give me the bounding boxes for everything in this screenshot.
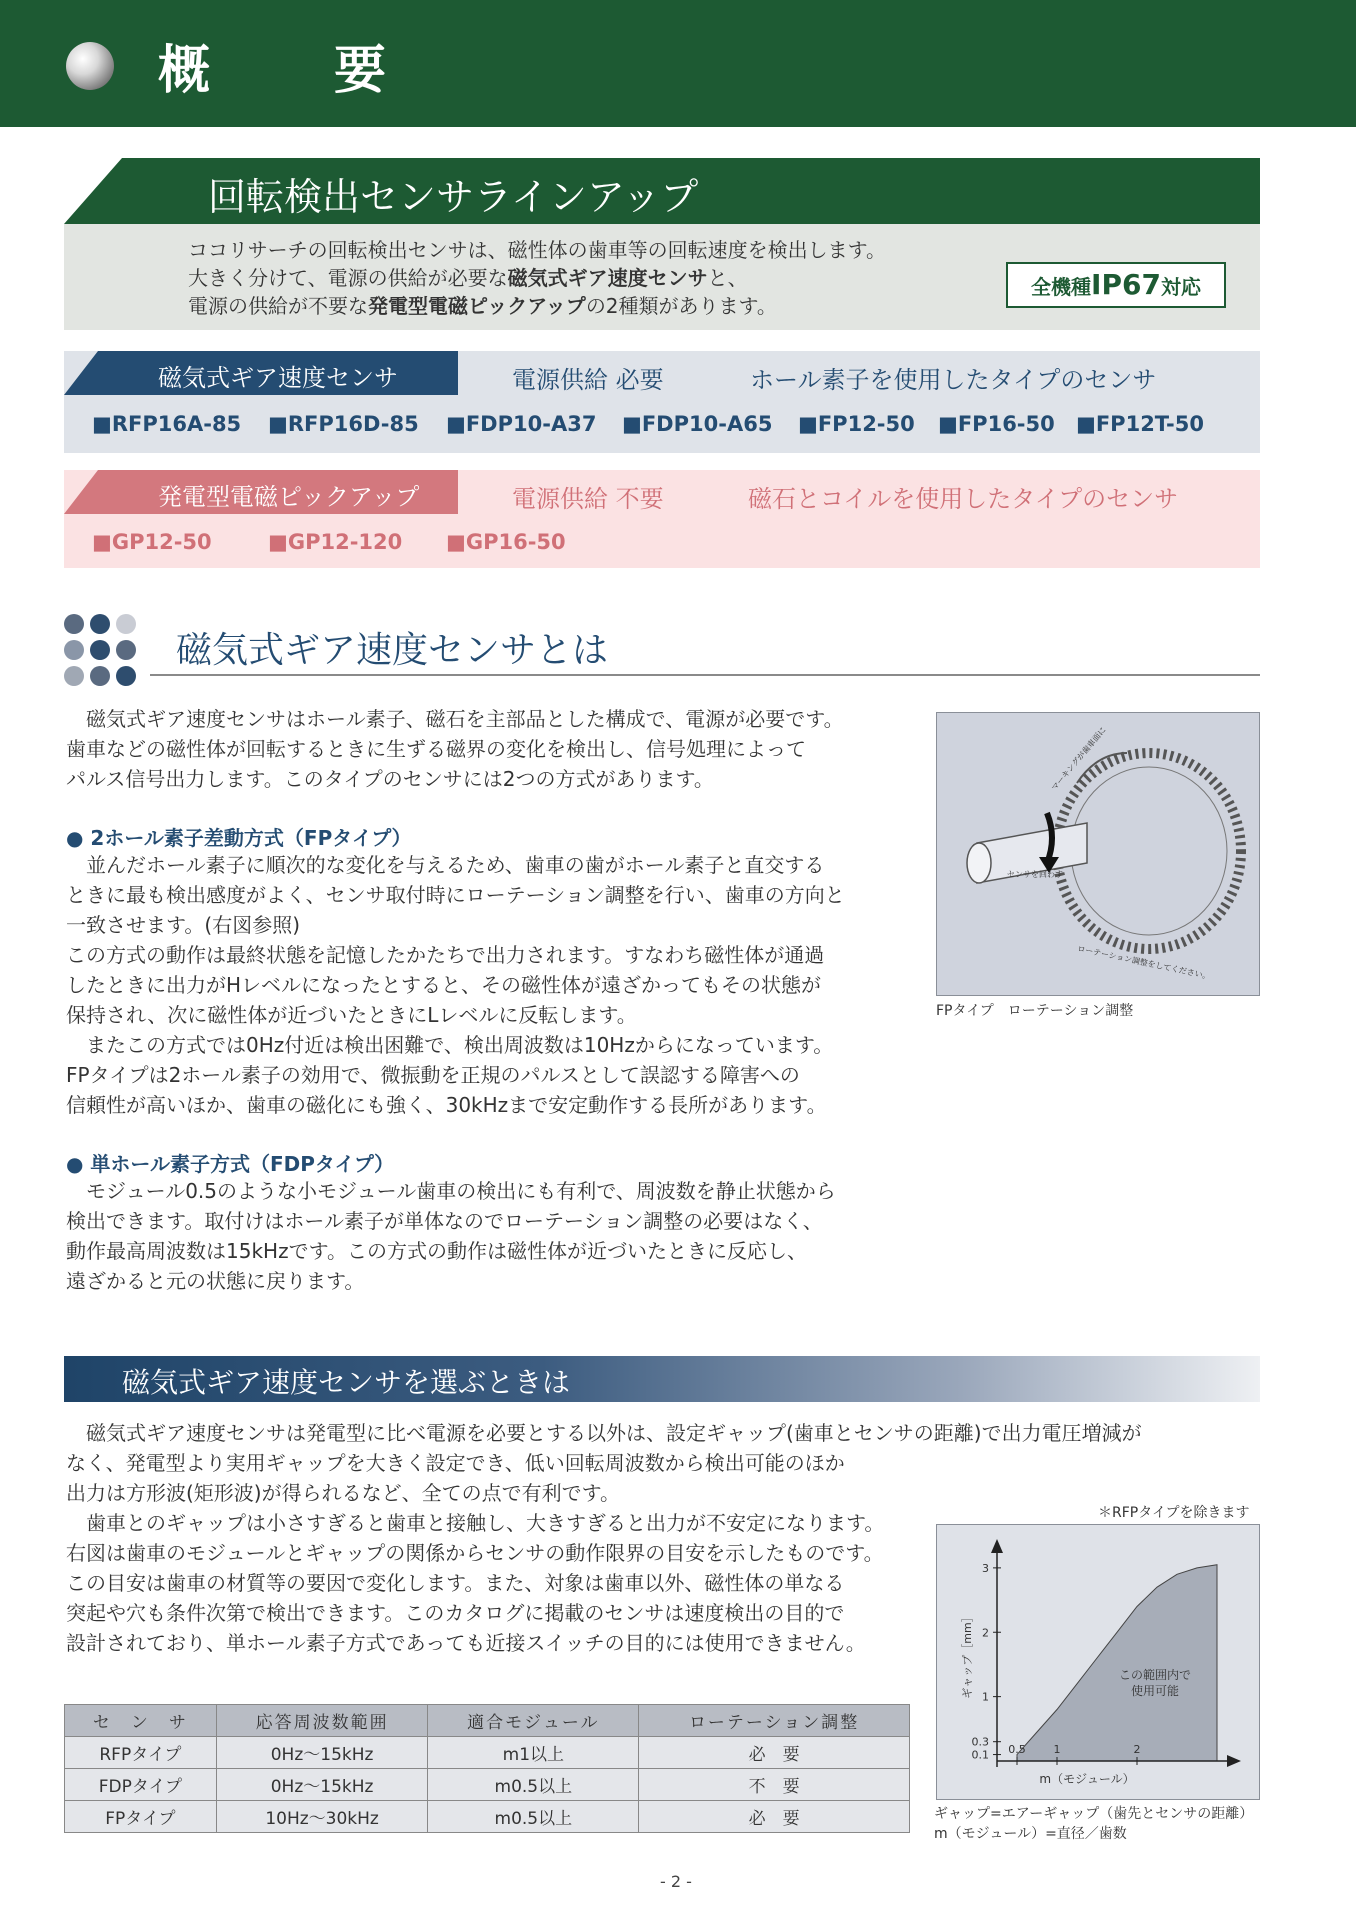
magnetic-description: ホール素子を使用したタイプのセンサ <box>750 366 1157 394</box>
table-cell: 必 要 <box>639 1737 910 1769</box>
text-line: 一致させます。(右図参照) <box>66 913 301 937</box>
y-axis-label: ギャップ［mm］ <box>961 1611 974 1699</box>
dot-icon <box>116 666 136 686</box>
text-line: 右図は歯車のモジュールとギャップの関係からセンサの動作限界の目安を示したものです。 <box>66 1541 884 1565</box>
page-number: - 2 - <box>660 1872 692 1891</box>
model-rfp16a-85: ■RFP16A-85 <box>92 412 242 436</box>
about-paragraph-1 <box>66 704 844 794</box>
adjust-label: ローテーション調整をしてください。 <box>1076 944 1212 982</box>
fdp-type-heading: ● 単ホール素子方式（FDPタイプ） <box>66 1152 395 1176</box>
generator-description: 磁石とコイルを使用したタイプのセンサ <box>748 485 1179 513</box>
table-cell: FPタイプ <box>65 1801 217 1833</box>
selection-paragraph-2 <box>66 1508 884 1658</box>
region-label-line-1: この範囲内で <box>1118 1668 1192 1682</box>
y-axis-arrow-icon <box>991 1539 1003 1553</box>
y-tick-label: 1 <box>982 1690 989 1704</box>
table-cell: 必 要 <box>639 1801 910 1833</box>
magnetic-power-label: 電源供給 必要 <box>512 366 664 394</box>
model-fdp10-a65: ■FDP10-A65 <box>622 412 773 436</box>
fp-type-heading: ● 2ホール素子差動方式（FPタイプ） <box>66 826 412 850</box>
column-header: セ ン サ <box>65 1705 217 1737</box>
table-row <box>65 1801 910 1833</box>
y-tick-label: 2 <box>982 1626 989 1640</box>
model-fdp10-a37: ■FDP10-A37 <box>446 412 597 436</box>
intro-line: 電源の供給が不要な発電型電磁ピックアップの2種類があります。 <box>188 294 777 318</box>
text-line: 信頼性が高いほか、歯車の磁化にも強く、30kHzまで安定動作する長所があります。 <box>66 1093 827 1117</box>
rotation-figure <box>936 712 1260 996</box>
y-tick-label: 0.3 <box>971 1735 989 1749</box>
sensor-rotate-label: センサを回わす <box>1007 870 1063 879</box>
gap-chart-svg <box>937 1525 1261 1801</box>
x-axis-label: m（モジュール） <box>1039 1772 1135 1786</box>
selection-title: 磁気式ギア速度センサを選ぶときは <box>122 1366 571 1399</box>
table-header-row <box>65 1705 910 1737</box>
table-cell: 不 要 <box>639 1769 910 1801</box>
model-fp12t-50: ■FP12T-50 <box>1076 412 1204 436</box>
intro-line: ココリサーチの回転検出センサは、磁性体の歯車等の回転速度を検出します。 <box>188 238 886 262</box>
text-line: 出力は方形波(矩形波)が得られるなど、全ての点で有利です。 <box>66 1481 621 1505</box>
sensor-spec-table <box>64 1704 910 1833</box>
model-gp16-50: ■GP16-50 <box>446 530 566 554</box>
table-cell: 0Hz～15kHz <box>216 1769 428 1801</box>
generator-power-label: 電源供給 不要 <box>512 485 664 513</box>
table-cell: 10Hz～30kHz <box>216 1801 428 1833</box>
text-line: なく、発電型より実用ギャップを大きく設定でき、低い回転周波数から検出可能のほか <box>66 1451 845 1475</box>
lineup-title: 回転検出センサラインアップ <box>208 175 699 219</box>
text-line: 歯車などの磁性体が回転するときに生ずる磁界の変化を検出し、信号処理によって <box>66 737 806 761</box>
region-label-line-2: 使用可能 <box>1130 1684 1180 1698</box>
text-line: 磁気式ギア速度センサは発電型に比べ電源を必要とする以外は、設定ギャップ(歯車とセンサの距離)で出力電圧増減が <box>66 1421 1142 1445</box>
sensor-end <box>967 843 991 883</box>
dot-icon <box>90 614 110 634</box>
text-line: この目安は歯車の材質等の要因で変化します。また、対象は歯車以外、磁性体の単なる <box>66 1571 845 1595</box>
fp-type-body <box>66 850 845 1120</box>
text-line: したときに出力がHレベルになったとすると、その磁性体が遠ざかってもその状態が <box>66 973 822 997</box>
fdp-type-body <box>66 1176 836 1296</box>
text-line: 保持され、次に磁性体が近づいたときにLレベルに反転します。 <box>66 1003 637 1027</box>
column-header: 応答周波数範囲 <box>216 1705 428 1737</box>
dot-icon <box>64 666 84 686</box>
column-header: ローテーション調整 <box>639 1705 910 1737</box>
table-cell: m0.5以上 <box>428 1769 639 1801</box>
text-line: パルス信号出力します。このタイプのセンサには2つの方式があります。 <box>66 767 714 791</box>
gear-body <box>1071 767 1227 935</box>
sphere-icon <box>66 42 114 90</box>
model-gp12-50: ■GP12-50 <box>92 530 212 554</box>
text-line: 並んだホール素子に順次的な変化を与えるため、歯車の歯がホール素子と直交する <box>66 853 825 877</box>
lineup-intro-text <box>188 236 886 320</box>
text-line: FPタイプは2ホール素子の効用で、微振動を正規のパルスとして誤認する障害への <box>66 1063 800 1087</box>
x-tick-label: 0.5 <box>1008 1743 1026 1756</box>
model-gp12-120: ■GP12-120 <box>268 530 403 554</box>
marking-label: マーキングが歯車面に <box>1049 725 1108 793</box>
model-fp12-50: ■FP12-50 <box>798 412 915 436</box>
section-rule <box>150 674 1260 676</box>
gap-chart-notes <box>934 1804 1253 1844</box>
x-tick-label: 2 <box>1133 1743 1141 1756</box>
dot-icon <box>64 640 84 660</box>
table-cell: m0.5以上 <box>428 1801 639 1833</box>
dot-icon <box>90 640 110 660</box>
gap-note-line: m（モジュール）=直径／歯数 <box>934 1826 1127 1842</box>
ip67-badge: 全機種IP67対応 <box>1006 262 1226 308</box>
section-title-about: 磁気式ギア速度センサとは <box>176 630 609 671</box>
model-fp16-50: ■FP16-50 <box>938 412 1055 436</box>
text-line: 磁気式ギア速度センサはホール素子、磁石を主部品とした構成で、電源が必要です。 <box>66 707 844 731</box>
table-cell: RFPタイプ <box>65 1737 217 1769</box>
magnetic-sensor-label: 磁気式ギア速度センサ <box>158 364 398 392</box>
table-cell: 0Hz～15kHz <box>216 1737 428 1769</box>
model-rfp16d-85: ■RFP16D-85 <box>268 412 419 436</box>
text-line: この方式の動作は最終状態を記憶したかたちで出力されます。すなわち磁性体が通過 <box>66 943 825 967</box>
dot-icon <box>116 614 136 634</box>
text-line: 設計されており、単ホール素子方式であっても近接スイッチの目的には使用できません。 <box>66 1631 866 1655</box>
x-axis-arrow-icon <box>1227 1755 1241 1767</box>
text-line: モジュール0.5のような小モジュール歯車の検出にも有利で、周波数を静止状態から <box>66 1179 836 1203</box>
x-tick-label: 1 <box>1053 1743 1061 1756</box>
figure-caption: FPタイプ ローテーション調整 <box>936 1003 1134 1019</box>
column-header: 適合モジュール <box>428 1705 639 1737</box>
text-line: ときに最も検出感度がよく、センサ取付時にローテーション調整を行い、歯車の方向と <box>66 883 845 907</box>
text-line: 検出できます。取付けはホール素子が単体なのでローテーション調整の必要はなく、 <box>66 1209 823 1233</box>
dot-icon <box>90 666 110 686</box>
text-line: 遠ざかると元の状態に戻ります。 <box>66 1269 365 1293</box>
y-tick-label: 3 <box>982 1561 989 1575</box>
table-cell: FDPタイプ <box>65 1769 217 1801</box>
gap-note-line: ギャップ=エアーギャップ（歯先とセンサの距離） <box>934 1806 1254 1822</box>
table-cell: m1以上 <box>428 1737 639 1769</box>
dot-icon <box>116 640 136 660</box>
gap-chart <box>936 1524 1260 1800</box>
rotation-illustration <box>937 713 1261 997</box>
usable-region-area <box>1017 1565 1217 1761</box>
generator-label: 発電型電磁ピックアップ <box>158 483 420 511</box>
text-line: 突起や穴も条件次第で検出できます。このカタログに掲載のセンサは速度検出の目的で <box>66 1601 845 1625</box>
text-line: 歯車とのギャップは小さすぎると歯車と接触し、大きすぎると出力が不安定になります。 <box>66 1511 885 1535</box>
rfp-exclusion-note: ＊RFPタイプを除きます <box>1098 1505 1250 1521</box>
intro-line: 大きく分けて、電源の供給が必要な磁気式ギア速度センサと、 <box>188 266 748 290</box>
table-row <box>65 1769 910 1801</box>
page-title: 概 要 <box>158 41 423 101</box>
text-line: 動作最高周波数は15kHzです。この方式の動作は磁性体が近づいたときに反応し、 <box>66 1239 807 1263</box>
dot-icon <box>64 614 84 634</box>
table-row <box>65 1737 910 1769</box>
y-tick-label: 0.1 <box>971 1748 989 1762</box>
selection-paragraph-1 <box>66 1418 1142 1508</box>
text-line: またこの方式では0Hz付近は検出困難で、検出周波数は10Hzからになっています。 <box>66 1033 834 1057</box>
